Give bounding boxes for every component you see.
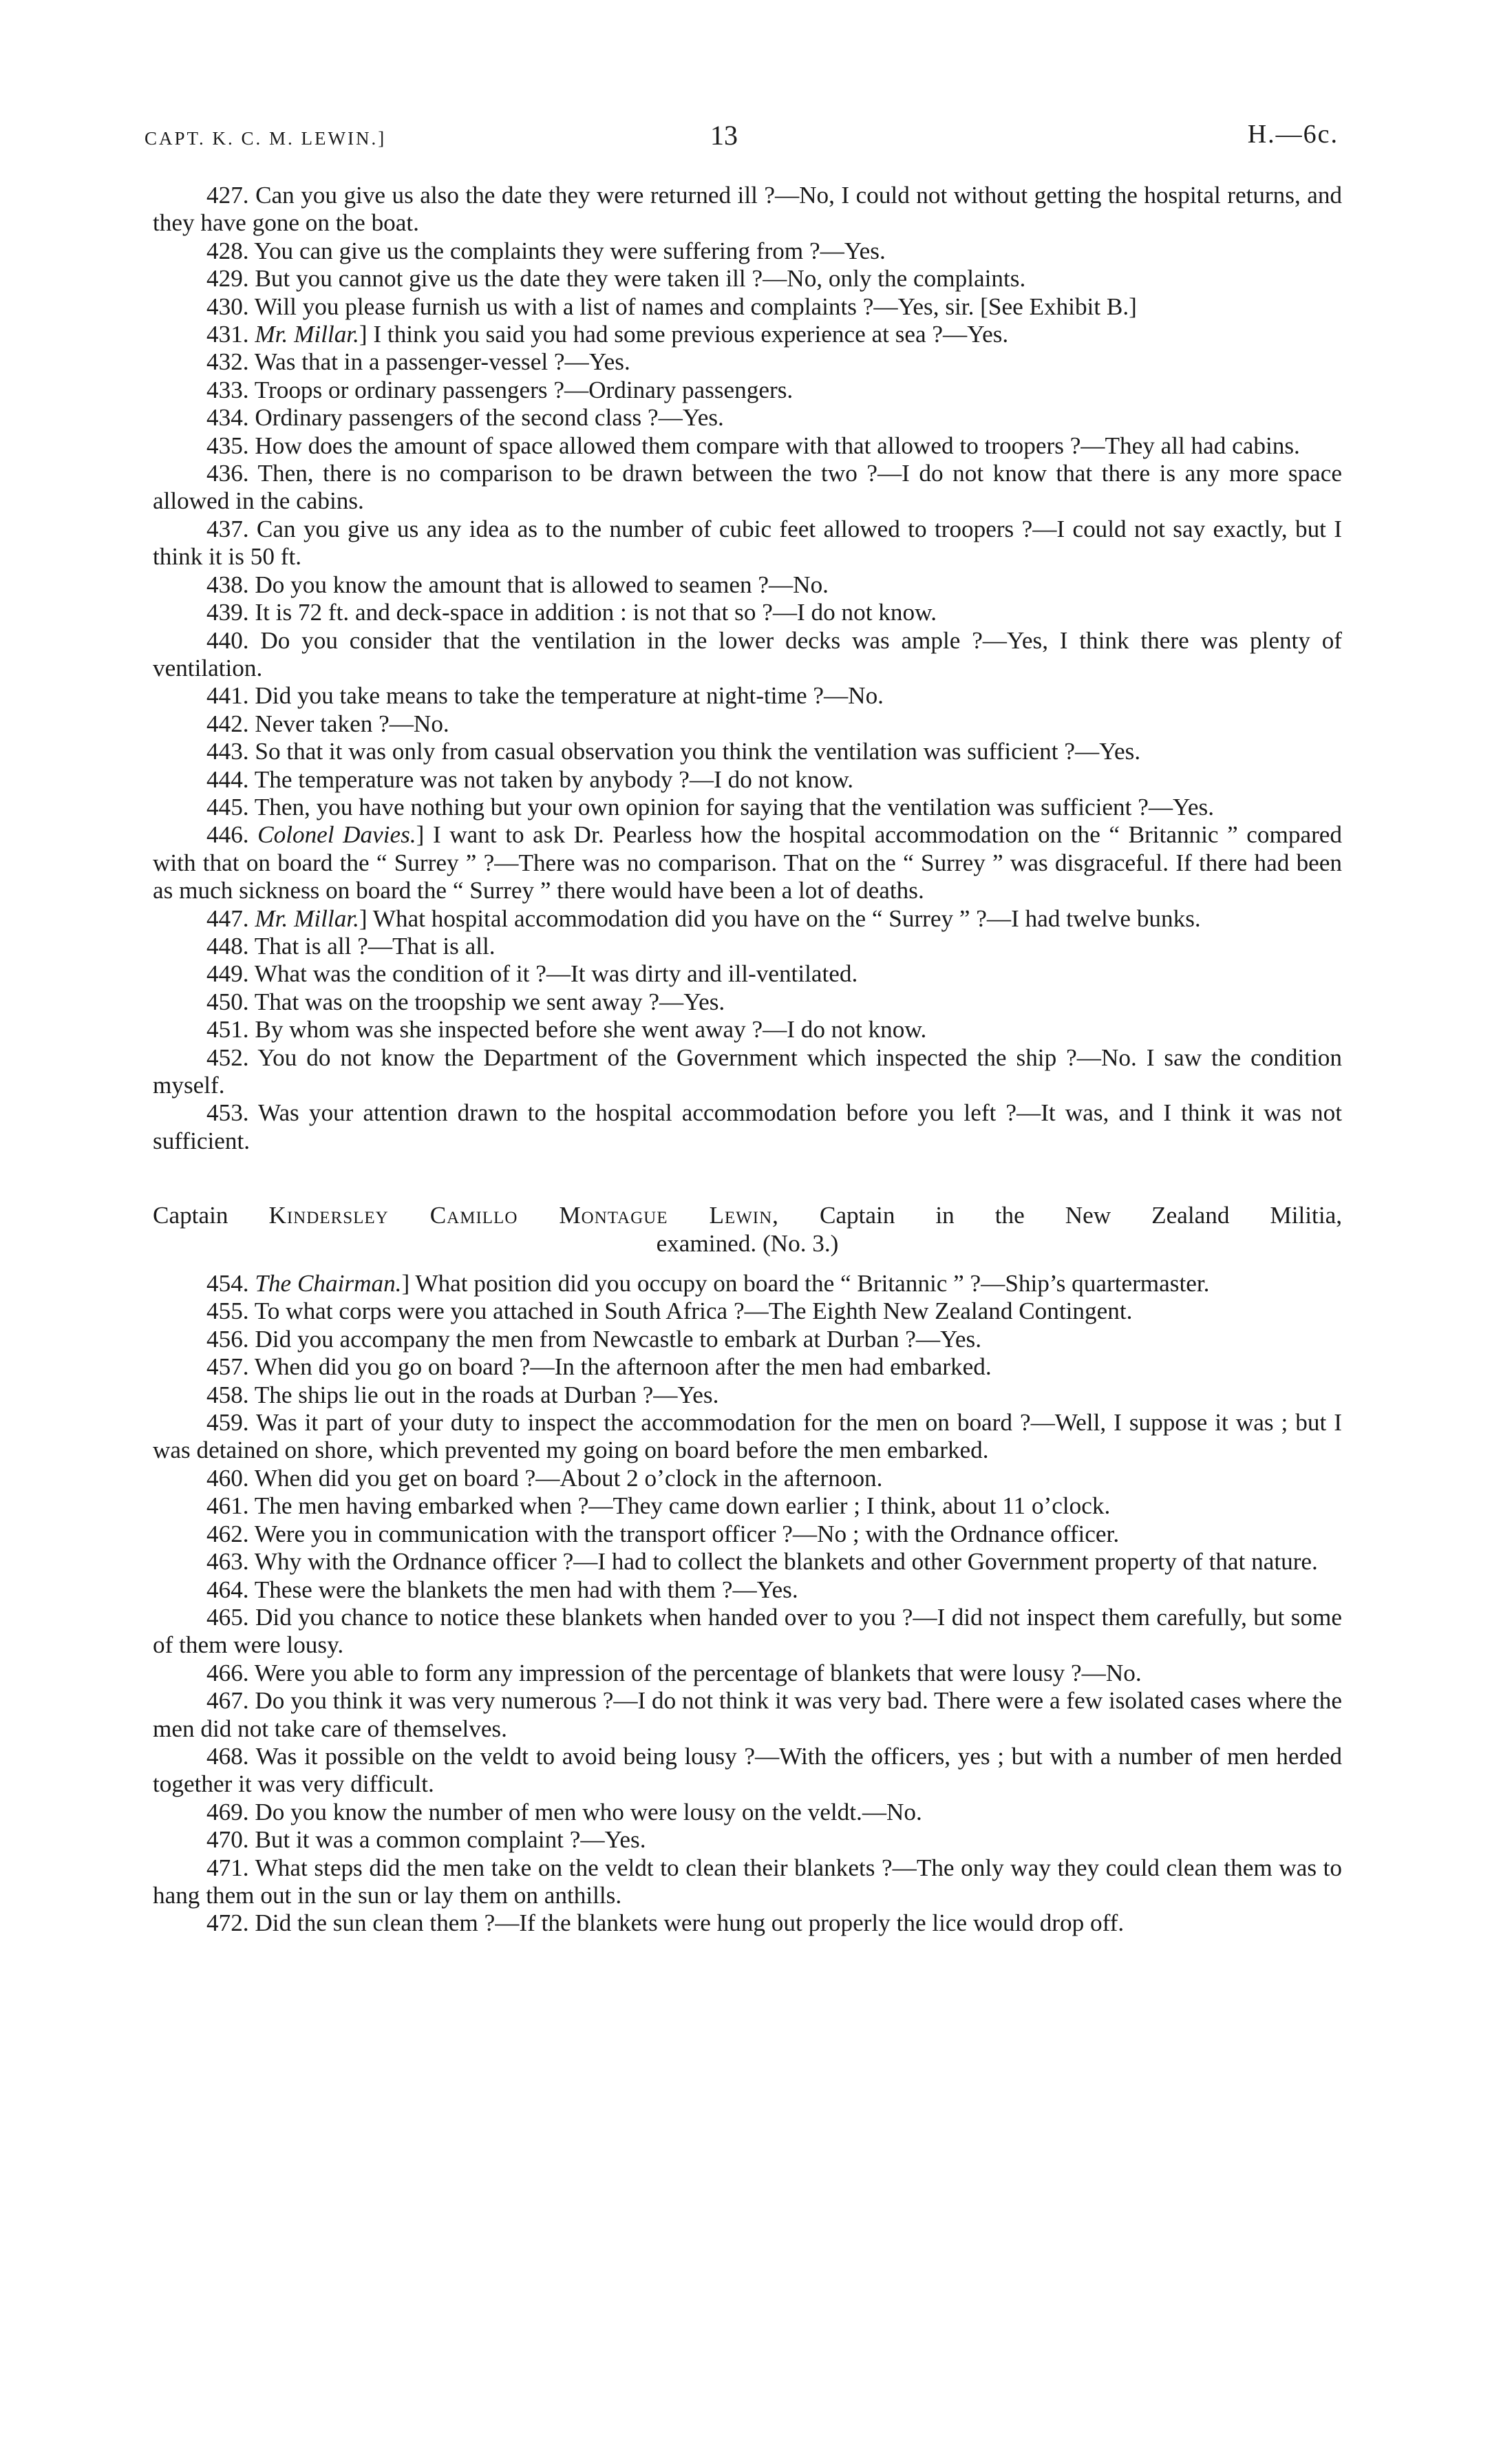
question-answer-paragraph: [153, 794, 1342, 821]
question-answer-text: Never taken ?—No.: [255, 710, 449, 737]
question-answer-text: You do not know the Department of the Government which inspected the ship ?—No. I saw the condition myself.: [153, 1044, 1342, 1099]
question-number: 446.: [206, 821, 249, 849]
heading-gap: [153, 1258, 1342, 1270]
question-answer-paragraph: [153, 1016, 1342, 1044]
question-answer-text: Do you know the amount that is allowed to seamen ?—No.: [255, 571, 829, 598]
question-number: 431.: [206, 321, 249, 348]
question-answer-text: Troops or ordinary passengers ?—Ordinary passengers.: [254, 376, 794, 403]
question-answer-text: Was that in a passenger-vessel ?—Yes.: [254, 348, 630, 376]
question-answer-text: Was your attention drawn to the hospital accommodation before you left ?—It was, and I think it was not sufficient.: [153, 1099, 1342, 1154]
question-answer-text: When did you go on board ?—In the afternoon after the men had embarked.: [254, 1353, 992, 1381]
question-answer-paragraph: [153, 1465, 1342, 1492]
question-answer-paragraph: [153, 265, 1342, 293]
page-number: 13: [710, 120, 738, 151]
question-answer-paragraph: [153, 599, 1342, 626]
speaker-name: Mr. Millar.]: [255, 321, 368, 348]
question-answer-paragraph: [153, 960, 1342, 988]
question-number: 470.: [206, 1826, 249, 1854]
question-answer-text: That was on the troopship we sent away ?—Yes.: [254, 988, 725, 1015]
question-answer-text: That is all ?—That is all.: [254, 932, 496, 960]
question-number: 455.: [206, 1297, 249, 1325]
question-answer-text: The temperature was not taken by anybody ?—I do not know.: [254, 765, 854, 793]
question-answer-text: You can give us the complaints they were suffering from ?—Yes.: [254, 237, 886, 264]
question-number: 447.: [206, 904, 249, 932]
question-answer-paragraph: [153, 1297, 1342, 1325]
section-gap: [153, 1155, 1342, 1202]
question-answer-paragraph: [153, 1826, 1342, 1854]
question-number: 468.: [206, 1742, 249, 1770]
question-answer-paragraph: [153, 738, 1342, 765]
question-number: 461.: [206, 1492, 249, 1520]
question-number: 463.: [206, 1548, 249, 1576]
question-answer-text: Then, there is no comparison to be drawn between the two ?—I do not know that there is any more space allowed in the cabins.: [153, 460, 1342, 515]
question-answer-paragraph: [153, 293, 1342, 321]
question-number: 437.: [206, 515, 249, 542]
question-answer-text: Were you able to form any impression of the percentage of blankets that were lousy ?—No.: [254, 1659, 1142, 1686]
question-number: 440.: [206, 626, 249, 654]
question-number: 442.: [206, 710, 249, 737]
question-answer-paragraph: [153, 1492, 1342, 1520]
question-number: 454.: [206, 1270, 249, 1297]
witness-prefix: Captain: [153, 1202, 228, 1229]
question-answer-paragraph: [153, 933, 1342, 960]
question-answer-paragraph: [153, 377, 1342, 404]
question-number: 443.: [206, 738, 249, 765]
question-answer-paragraph: [153, 1660, 1342, 1687]
question-answer-text: Did you chance to notice these blankets when handed over to you ?—I did not inspect them carefully, but some of them were lousy.: [153, 1603, 1343, 1659]
page-header: [145, 116, 1339, 157]
question-answer-paragraph: [153, 1521, 1342, 1548]
question-answer-paragraph: [153, 1381, 1342, 1409]
question-number: 445.: [206, 793, 249, 820]
question-answer-paragraph: [153, 1270, 1342, 1297]
question-answer-paragraph: [153, 1854, 1342, 1910]
question-answer-text: Do you know the number of men who were lousy on the veldt.—No.: [255, 1798, 922, 1825]
question-answer-text: But you cannot give us the date they were taken ill ?—No, only the complaints.: [255, 265, 1026, 293]
question-number: 458.: [206, 1381, 249, 1408]
question-number: 462.: [206, 1520, 249, 1547]
question-number: 438.: [206, 571, 249, 598]
question-answer-paragraph: [153, 1799, 1342, 1826]
question-number: 457.: [206, 1353, 249, 1381]
question-answer-paragraph: [153, 905, 1342, 933]
question-answer-text: Was it possible on the veldt to avoid being lousy ?—With the officers, yes ; but with a number of men herded together it was very difficult.: [153, 1742, 1342, 1798]
question-answer-text: What was the condition of it ?—It was dirty and ill-ventilated.: [254, 960, 858, 988]
question-answer-text: It is 72 ft. and deck-space in addition : is not that so ?—I do not know.: [255, 599, 937, 626]
question-number: 452.: [206, 1044, 249, 1071]
question-number: 439.: [206, 599, 249, 626]
question-answer-text: What position did you occupy on board the “ Britannic ” ?—Ship’s quartermaster.: [415, 1270, 1210, 1297]
question-answer-paragraph: [153, 1353, 1342, 1381]
question-answer-paragraph: [153, 1099, 1342, 1155]
question-number: 449.: [206, 960, 249, 988]
question-answer-text: But it was a common complaint ?—Yes.: [255, 1826, 646, 1854]
question-number: 465.: [206, 1603, 249, 1631]
question-answer-text: Can you give us any idea as to the number of cubic feet allowed to troopers ?—I could not say exactly, but I think it is 50 ft.: [153, 515, 1342, 571]
question-number: 472.: [206, 1909, 249, 1937]
question-answer-text: I want to ask Dr. Pearless how the hospital accommodation on the “ Britannic ” compared with that on board the “ Surrey ” ?—There was no comparison. That on the “ Surrey ” was disgraceful. If there had been as much sickness on board the “ Surrey ” there would have been a lot of deaths.: [153, 821, 1343, 904]
question-number: 469.: [206, 1798, 249, 1825]
question-answer-paragraph: [153, 571, 1342, 599]
question-answer-text: What hospital accommodation did you have on the “ Surrey ” ?—I had twelve bunks.: [372, 904, 1201, 932]
question-number: 436.: [206, 460, 249, 487]
testimony-section-after: [153, 1270, 1342, 1938]
question-answer-text: I think you said you had some previous experience at sea ?—Yes.: [373, 321, 1009, 348]
question-answer-text: Were you in communication with the transport officer ?—No ; with the Ordnance officer.: [254, 1520, 1120, 1547]
question-answer-text: Will you please furnish us with a list of names and complaints ?—Yes, sir. [See Exhibit B.]: [254, 293, 1137, 320]
question-answer-text: Did you take means to take the temperature at night-time ?—No.: [255, 682, 884, 710]
question-number: 450.: [206, 988, 249, 1015]
question-answer-paragraph: [153, 627, 1342, 683]
question-number: 441.: [206, 682, 249, 710]
question-answer-text: Then, you have nothing but your own opinion for saying that the ventilation was sufficient ?—Yes.: [254, 793, 1215, 820]
question-answer-text: So that it was only from casual observation you think the ventilation was sufficient ?—Yes.: [255, 738, 1141, 765]
question-answer-paragraph: [153, 237, 1342, 265]
question-answer-paragraph: [153, 404, 1342, 432]
question-answer-paragraph: [153, 182, 1342, 237]
question-answer-paragraph: [153, 1548, 1342, 1576]
question-answer-paragraph: [153, 1909, 1342, 1937]
question-answer-paragraph: [153, 682, 1342, 710]
question-answer-paragraph: [153, 321, 1342, 348]
question-answer-text: What steps did the men take on the veldt to clean their blankets ?—The only way they could clean them was to hang them out in the sun or lay them on anthills.: [153, 1854, 1342, 1909]
speaker-name: Colonel Davies.]: [257, 821, 425, 849]
question-answer-text: How does the amount of space allowed them compare with that allowed to troopers ?—They all had cabins.: [255, 432, 1300, 459]
question-answer-paragraph: [153, 766, 1342, 794]
question-number: 459.: [206, 1409, 249, 1437]
question-number: 428.: [206, 237, 249, 264]
testimony-body: [153, 182, 1342, 1938]
witness-line-1: [153, 1202, 1342, 1229]
question-number: 429.: [206, 265, 249, 293]
question-number: 432.: [206, 348, 249, 376]
question-number: 464.: [206, 1576, 249, 1603]
question-number: 456.: [206, 1325, 249, 1353]
question-answer-paragraph: [153, 1044, 1342, 1100]
question-answer-paragraph: [153, 1743, 1342, 1799]
question-answer-paragraph: [153, 432, 1342, 460]
question-answer-text: To what corps were you attached in South Africa ?—The Eighth New Zealand Contingent.: [254, 1297, 1133, 1325]
speaker-name: The Chairman.]: [255, 1270, 410, 1297]
question-answer-text: The ships lie out in the roads at Durban ?—Yes.: [254, 1381, 719, 1408]
question-answer-text: Was it part of your duty to inspect the accommodation for the men on board ?—Well, I suppose it was ; but I was detained on shore, which prevented my going on board before the men embarked.: [153, 1409, 1342, 1464]
speaker-name: Mr. Millar.]: [255, 904, 368, 932]
question-answer-paragraph: [153, 1326, 1342, 1353]
running-head-left: CAPT. K. C. M. LEWIN.]: [145, 128, 387, 149]
question-answer-text: Did the sun clean them ?—If the blankets were hung out properly the lice would drop off.: [255, 1909, 1125, 1937]
question-answer-paragraph: [153, 1687, 1342, 1743]
witness-name: Kindersley Camillo Montague Lewin,: [268, 1202, 779, 1229]
question-number: 444.: [206, 765, 249, 793]
question-answer-paragraph: [153, 821, 1342, 904]
question-answer-text: Ordinary passengers of the second class ?—Yes.: [255, 404, 724, 432]
question-answer-text: Do you think it was very numerous ?—I do not think it was very bad. There were a few isolated cases where the men did not take care of themselves.: [153, 1687, 1342, 1742]
question-answer-text: By whom was she inspected before she went away ?—I do not know.: [255, 1016, 927, 1044]
question-answer-paragraph: [153, 460, 1342, 516]
question-answer-text: Why with the Ordnance officer ?—I had to collect the blankets and other Government property of that nature.: [254, 1548, 1318, 1576]
witness-rank: Captain in the New Zealand Militia,: [819, 1202, 1343, 1229]
testimony-section-before: [153, 182, 1342, 1155]
question-answer-paragraph: [153, 1409, 1342, 1465]
question-answer-text: Do you consider that the ventilation in the lower decks was ample ?—Yes, I think there was plenty of ventilation.: [153, 626, 1343, 681]
question-number: 460.: [206, 1464, 249, 1492]
witness-heading: [153, 1202, 1342, 1258]
question-number: 435.: [206, 432, 249, 459]
question-number: 433.: [206, 376, 249, 403]
witness-line-2: examined. (No. 3.): [656, 1229, 839, 1257]
document-reference: H.—6c.: [1247, 120, 1339, 149]
question-answer-text: Can you give us also the date they were returned ill ?—No, I could not without getting the hospital returns, and they have gone on the boat.: [153, 182, 1343, 237]
question-answer-text: When did you get on board ?—About 2 o’clock in the afternoon.: [254, 1464, 883, 1492]
question-answer-paragraph: [153, 516, 1342, 571]
question-answer-paragraph: [153, 1576, 1342, 1604]
question-answer-text: Did you accompany the men from Newcastle to embark at Durban ?—Yes.: [255, 1325, 982, 1353]
question-answer-paragraph: [153, 710, 1342, 738]
question-number: 434.: [206, 404, 249, 432]
question-answer-paragraph: [153, 988, 1342, 1016]
question-answer-paragraph: [153, 1604, 1342, 1660]
question-number: 467.: [206, 1687, 249, 1715]
question-answer-text: The men having embarked when ?—They came down earlier ; I think, about 11 o’clock.: [254, 1492, 1111, 1520]
question-number: 453.: [206, 1099, 249, 1127]
question-number: 451.: [206, 1016, 249, 1044]
question-number: 466.: [206, 1659, 249, 1686]
question-number: 427.: [206, 182, 249, 209]
question-answer-paragraph: [153, 348, 1342, 376]
question-answer-text: These were the blankets the men had with them ?—Yes.: [254, 1576, 798, 1603]
question-number: 448.: [206, 932, 249, 960]
question-number: 430.: [206, 293, 249, 320]
question-number: 471.: [206, 1854, 249, 1881]
